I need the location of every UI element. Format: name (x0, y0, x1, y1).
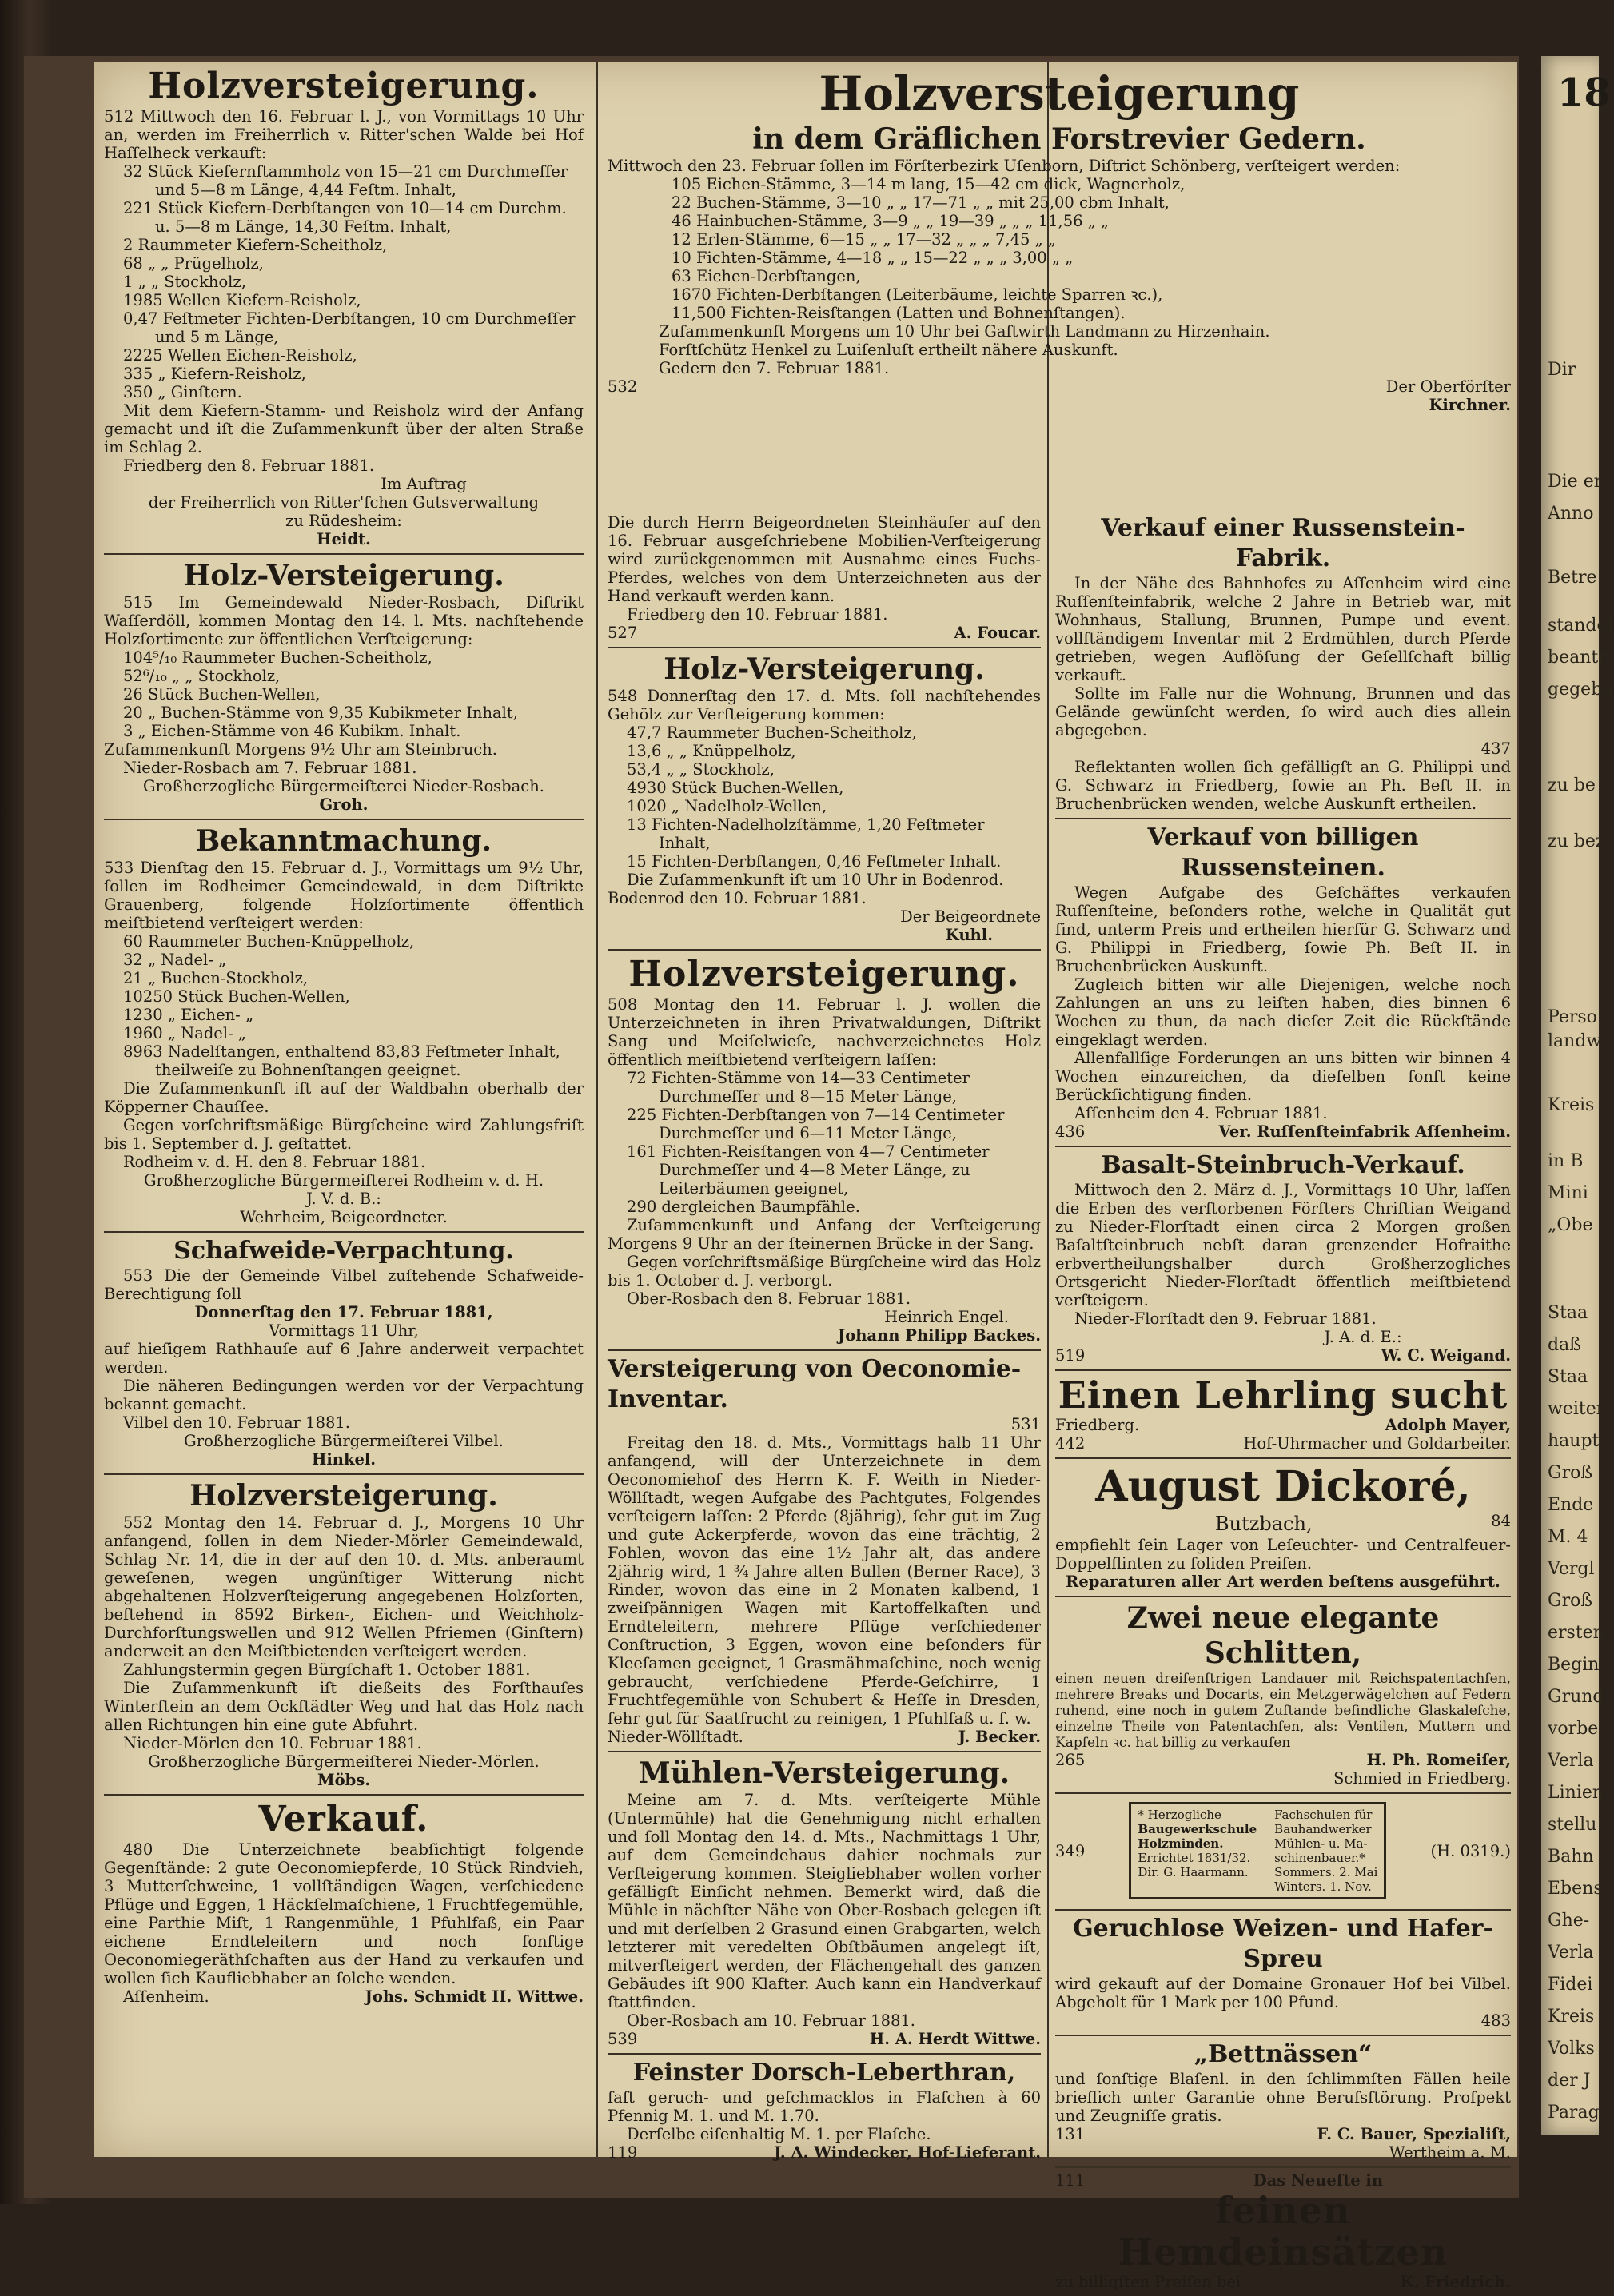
adjacent-page-fragment: standet (1548, 616, 1614, 636)
adjacent-page-fragment: daß (1548, 1335, 1581, 1355)
item-list (608, 175, 1511, 322)
framed-ad-line: * Herzogliche (1138, 1808, 1221, 1822)
ad-holzversteigerung-ritter (104, 62, 584, 555)
ad-number: 119 (608, 2143, 638, 2162)
ad-dickore (1055, 1459, 1511, 1597)
list-item: 10 Fichten-Stämme, 4—18 „ „ 15—22 „ „ „ 3,00 „ „ (672, 249, 1074, 267)
list-item: 11,500 Fichten-Reisſtangen (Latten und Bohnenſtangen). (672, 304, 1126, 322)
ad-mobilien-zuruecknahme (608, 510, 1041, 648)
ad-number: 532 (608, 377, 638, 396)
list-item: 46 Hainbuchen-Stämme, 3—9 „ „ 19—39 „ „ „ 11,56 „ „ (672, 212, 1110, 230)
ad-title: Verkauf einer Russenstein-Fabrik. (1101, 514, 1465, 572)
ad-footer (608, 2030, 1041, 2048)
list-item: 1020 „ Nadelholz-Wellen, (627, 797, 827, 815)
list-item: 10250 Stück Buchen-Wellen, (123, 987, 350, 1006)
ad-footer (1055, 1434, 1511, 1453)
ad-number: 483 (1480, 2011, 1511, 2030)
list-item: 32 „ Nadel- „ (123, 951, 227, 969)
ad-body: 552 Montag den 14. Februar d. J., Morgens 10 Uhr anfangend, ſollen in dem Nieder-Mörler Gemeindewald, Schlag Nr. 14, die in der auf den 10. d. Mts. anberaumt geweſenen, wegen ungünſtiger Witterung nicht abgehaltenen Holzverſteigerung angegebenen Holzſorten, beſtehend in 8592 Birken-, Eichen- und Weichholz-Durchforſtungswellen und 912 Wellen Pfriemen (Ginſtern) anderweit an den Meiſtbietenden verſteigert werden. (104, 1513, 584, 1660)
adjacent-page-fragment: Verla (1548, 1943, 1594, 1963)
ad-title: Feinster Dorsch-Leberthran, (632, 2059, 1016, 2087)
ad-title: Holzversteigerung (819, 66, 1300, 121)
ad-number: 527 (608, 624, 638, 642)
list-item: 1670 Fichten-Derbſtangen (Leiterbäume, leichte Sparren ꝛc.), (672, 285, 1163, 304)
framed-ad-line: Dir. G. Haarmann. (1138, 1865, 1249, 1879)
ad-body: empfiehlt ſein Lager von Leſeuchter- und Centralfeuer-Doppelflinten zu ſoliden Preiſen. (1055, 1536, 1511, 1573)
ad-footer (1055, 1416, 1511, 1434)
ad-title: Basalt-Steinbruch-Verkauf. (1101, 1151, 1465, 1179)
list-item: 52⁶/₁₀ „ „ Stockholz, (123, 667, 281, 685)
adjacent-page-fragment: Fidei (1548, 1975, 1593, 1995)
ad-number: 519 (1055, 1346, 1086, 1365)
ad-body: Meine am 7. d. Mts. verſteigerte Mühle (Untermühle) hat die Genehmigung nicht erhalten und ſoll Montag den 14. d. Mts., Nachmittags 1 Uhr, auf dem Gemeindehaus dahier nochmals zur Verſteigerung kommen. Steigliebhaber wollen vorher gefälligſt Einſicht nehmen. Bemerkt wird, daß die Mühle in nächſter Nähe von Ober-Rosbach gelegen iſt und mit derſelben 2 Grasund einen Grabgarten, welch letzterer mit veredelten Obſtbäumen angelegt iſt, mitverſteigert werden, der Flächengehalt des ganzen Gebäudes iſt 900 Klafter. Auch kann ein Handverkauf ſtattfinden. (608, 1791, 1041, 2011)
signature: Großherzogliche Bürgermeiſterei Nieder-Rosbach. (143, 777, 544, 795)
ad-body: Reparaturen aller Art werden beſtens ausgeführt. (1066, 1573, 1500, 1591)
signature: Der Beigeordnete (900, 907, 1041, 926)
ad-body: Mittwoch den 2. März d. J., Vormittags 10 Uhr, laſſen die Erben des verſtorbenen Förſters Chriſtian Weigand zu Nieder-Florſtadt einen circa 2 Morgen großen Baſaltſteinbruch nebſt daran grenzender Hofraithe erbvertheilungshalber durch Großherzogliches Ortsgericht Nieder-Florſtadt öffentlich meiſtbietend verſteigern. (1055, 1181, 1511, 1309)
signature-name: J. Becker. (958, 1728, 1041, 1746)
ad-title: Zwei neue elegante Schlitten, (1126, 1601, 1440, 1670)
ad-bettnaessen (1055, 2036, 1511, 2168)
ad-intro: Mittwoch den 23. Februar ſollen im Förſterbezirk Uſenborn, Diſtrict Schönberg, verſteigert werden: (608, 157, 1401, 175)
ad-body: Gegen vorſchriftsmäßige Bürgſcheine wird Zahlungsfriſt bis 1. September d. J. geſtattet. (104, 1116, 584, 1153)
ad-date: Bodenrod den 10. Februar 1881. (608, 889, 867, 907)
adjacent-page-fragment: landw (1548, 1031, 1602, 1051)
adjacent-page-fragment: Ghe- (1548, 1911, 1590, 1931)
ad-holzversteigerung-gedern (608, 62, 1511, 419)
list-item: 53,4 „ „ Stockholz, (627, 760, 775, 779)
signature-name: Adolph Mayer, (1385, 1416, 1511, 1434)
ad-body: Freitag den 18. d. Mts., Vormittags halb 11 Uhr anfangend, will der Unterzeichnete in dem Oeconomiehof des Herrn K. F. Weith in Nieder-Wöllſtadt, wegen Aufgabe des Pachtgutes, Folgendes verſteigern laſſen: 2 Pferde (8jährig), ſehr gut im Zug und gute Ackerpferde, wovon das eine trächtig, 2 Fohlen, wovon das eine 1½ Jahr alt, das andere 2jährig wird, 1 ¾ Jahre alten Bullen (Berner Race), 3 Rinder, wovon das eine in 2 Monaten kalbend, 1 zweiſpännigen Wagen mit Kartoffelkaſten und Erndteleitern, mehrere Pflüge verſchiedener Conſtruction, 3 Eggen, wovon eine beſonders für Kleeſamen geeignet, 1 Grasmähmaſchine, noch wenig gebraucht, verſchiedene Pferde-Geſchirre, 1 Fruchtfegemühle von Schubert & Heſſe in Dresden, ſehr gut für Saatfrucht zu reinigen, 1 Pfuhlfaß u. ſ. w. (608, 1433, 1041, 1728)
list-item: 3 „ Eichen-Stämme von 46 Kubikm. Inhalt. (123, 722, 461, 740)
signature-name: W. C. Weigand. (1381, 1346, 1511, 1365)
ad-body: auf hieſigem Rathhauſe auf 6 Jahre anderweit verpachtet werden. (104, 1340, 584, 1377)
framed-ad-line: Bauhandwerker (1274, 1822, 1372, 1836)
signature-name: Wehrheim, Beigeordneter. (240, 1208, 448, 1226)
adjacent-page-edge (1541, 56, 1614, 2135)
ad-heading (608, 1354, 1041, 1415)
list-item: 290 dergleichen Baumpfähle. (627, 1198, 860, 1216)
ad-footer (1055, 1122, 1511, 1141)
list-item: 105 Eichen-Stämme, 3—14 m lang, 15—42 cm dick, Wagnerholz, (672, 175, 1186, 193)
ad-title: August Dickoré, (1095, 1462, 1471, 1511)
ad-place-row (1055, 1512, 1511, 1536)
ad-baugewerkschule (1055, 1794, 1511, 1911)
adjacent-page-fragment: Groß (1548, 1463, 1593, 1483)
ad-body: Mit dem Kiefern-Stamm- und Reisholz wird der Anfang gemacht und iſt die Zuſammenkunft über der alten Straße im Schlag 2. (104, 401, 584, 456)
ad-title: Holzversteigerung. (189, 1479, 498, 1513)
ad-date: Vilbel den 10. Februar 1881. (123, 1413, 350, 1432)
ad-holz-versteigerung-bodenrod (608, 648, 1041, 951)
signature-name: H. A. Herdt Wittwe. (869, 2030, 1041, 2048)
ad-title: Einen Lehrling sucht (1058, 1373, 1508, 1417)
adjacent-page-fragment: Die er (1548, 472, 1603, 492)
signature: Im Auftrag (381, 475, 467, 493)
column-rule (596, 62, 598, 2157)
framed-ad-line: Holzminden. (1138, 1836, 1224, 1851)
list-item: 68 „ „ Prügelholz, (123, 254, 264, 273)
ad-when: Donnerſtag den 17. Februar 1881, (194, 1303, 493, 1321)
framed-ad-line: Sommers. 2. Mai (1274, 1865, 1378, 1879)
ad-title: Mühlen-Versteigerung. (638, 1756, 1010, 1790)
ad-holzversteigerung-moerlen (104, 1475, 584, 1796)
adjacent-page-fragment: „Obe (1548, 1215, 1593, 1235)
framed-ad-line: Fachschulen für (1274, 1808, 1373, 1822)
ad-title: „Bettnässen“ (1194, 2040, 1373, 2068)
top-banner (608, 62, 1511, 419)
signature-name: H. Ph. Romeiſer, (1366, 1751, 1511, 1769)
ad-place: Butzbach, (1215, 1513, 1313, 1535)
ad-lehrling (1055, 1371, 1511, 1459)
ad-holz-versteigerung-rosbach (104, 555, 584, 820)
ad-date: Ober-Rosbach am 10. Februar 1881. (627, 2011, 915, 2030)
list-item: 47,7 Raummeter Buchen-Scheitholz, (627, 723, 917, 742)
adjacent-page-fragment: in B (1548, 1151, 1584, 1171)
ad-body: Zuſammenkunft Morgens 9½ Uhr am Steinbruch. (104, 740, 497, 759)
list-item: 60 Raummeter Buchen-Knüppelholz, (123, 932, 415, 951)
adjacent-page-fragment: zu be (1548, 775, 1596, 795)
adjacent-page-fragment: Volks (1548, 2039, 1595, 2059)
ad-title: Holz-Versteigerung. (664, 652, 985, 686)
ad-body: Zuſammenkunft Morgens um 10 Uhr bei Gaſtwirth Landmann zu Hirzenhain. (659, 322, 1270, 341)
signature-role: Schmied in Friedberg. (1333, 1769, 1511, 1788)
ad-number: 442 (1055, 1434, 1086, 1453)
ad-date: Nieder-Florſtadt den 9. Februar 1881. (1074, 1309, 1377, 1328)
adjacent-page-fragment: weiter (1548, 1399, 1605, 1419)
signature: J. A. d. E.: (1324, 1328, 1402, 1346)
ad-title: feinen Hemdeinsätzen (1118, 2189, 1449, 2274)
signature-name: Johs. Schmidt II. Wittwe. (365, 1987, 584, 2006)
adjacent-page-fragment: Vergl (1548, 1559, 1595, 1579)
column-3 (1055, 510, 1511, 2296)
signature-name: J. A. Windecker, Hof-Lieferant. (774, 2143, 1041, 2162)
ad-body: Zuſammenkunft und Anfang der Verſteigerung Morgens 9 Uhr an der ſteinernen Brücke in der Sang. (608, 1216, 1041, 1253)
ad-title: Holzversteigerung. (628, 954, 1020, 995)
list-item: 21 „ Buchen-Stockholz, (123, 969, 309, 987)
list-item: 335 „ Kiefern-Reisholz, (123, 365, 306, 383)
signature-name: Johann Philipp Backes. (838, 1326, 1041, 1345)
adjacent-page-fragment: Groß (1548, 1591, 1593, 1611)
ad-footer (608, 1728, 1041, 1746)
framed-ad-line: schinenbauer.* (1274, 1851, 1365, 1865)
ad-date: Friedberg den 8. Februar 1881. (123, 456, 375, 475)
ad-place: Friedberg. (1055, 1416, 1140, 1434)
list-item: 26 Stück Buchen-Wellen, (123, 685, 321, 704)
ad-body: Allenfallſige Forderungen an uns bitten wir binnen 4 Wochen einzureichen, da dieſelben ſonſt keine Berückſichtigung finden. (1055, 1049, 1511, 1104)
signature: J. V. d. B.: (306, 1190, 381, 1208)
adjacent-page-fragment: Grund (1548, 1687, 1604, 1707)
ad-title: Geruchlose Weizen- und Hafer-Spreu (1073, 1915, 1493, 1973)
adjacent-page-fragment: M. 4 (1548, 1527, 1588, 1547)
ad-body: und ſonſtige Blaſenl. in den ſchlimmſten Fällen heile brieflich unter Garantie ohne Berufsſtörung. Proſpekt und Zeugniſſe gratis. (1055, 2070, 1511, 2125)
adjacent-page-fragment: Anno (1548, 504, 1594, 524)
signature-name: Kuhl. (945, 926, 993, 944)
ad-body: Reflektanten wollen ſich gefälligſt an G. Philippi und G. Schwarz in Friedberg, ſowie an Ph. Beſt II. in Bruchenbrücken wenden, welche Auskunft ertheilen. (1055, 758, 1511, 813)
ad-body: Gegen vorſchriftsmäßige Bürgſcheine wird das Holz bis 1. October d. J. verborgt. (608, 1253, 1041, 1290)
framed-ad-right (1274, 1808, 1377, 1894)
list-item: 13 Fichten-Nadelholzſtämme, 1,20 Feſtmeter Inhalt, (627, 815, 985, 852)
ad-title: Schafweide-Verpachtung. (173, 1237, 514, 1265)
list-item: 8963 Nadelſtangen, enthaltend 83,83 Feſtmeter Inhalt, theilweiſe zu Bohnenſtangen geeignet. (123, 1042, 560, 1079)
adjacent-page-fragment: haupt (1548, 1431, 1600, 1451)
signature: zu Rüdesheim: (285, 512, 402, 530)
ad-intro: 515 Im Gemeindewald Nieder-Rosbach, Diſtrikt Waſſerdöll, kommen Montag den 14. l. Mts. nachſtehende Holzſortimente zur öffentlichen Verſteigerung: (104, 593, 584, 648)
ad-number: 265 (1055, 1751, 1086, 1769)
ad-date: Nieder-Rosbach am 7. Februar 1881. (123, 759, 417, 777)
ad-body: zu billigſten Preiſen bei (1055, 2273, 1241, 2291)
framed-ad-line: Mühlen- u. Ma- (1274, 1836, 1368, 1851)
item-list (104, 162, 584, 401)
ad-footer (1055, 1346, 1511, 1365)
ad-body: einen neuen dreifenſtrigen Landauer mit Reichspatentachſen, mehrere Breaks und Docarts, ein Metzgerwägelchen auf Federn ruhend, eine noch in gutem Zuſtande befindliche Glaskaleſche, einzelne Theile von Patentachſen, als: Ventilen, Muttern und Kapſeln ꝛc. hat billig zu verkaufen (1055, 1671, 1511, 1751)
ad-subtitle: in dem Gräflichen Forstrevier Gedern. (752, 122, 1366, 156)
ad-body: Die Zuſammenkunft iſt auf der Waldbahn oberhalb der Köpperner Chauſſee. (104, 1079, 584, 1116)
ad-date: Friedberg den 10. Februar 1881. (627, 605, 888, 624)
ad-when: Vormittags 11 Uhr, (269, 1321, 419, 1340)
ad-place: Nieder-Wöllſtadt. (608, 1728, 743, 1746)
signature-name: Kirchner. (1429, 396, 1511, 414)
ad-dorsch-leberthran (608, 2055, 1041, 2166)
signature: Großherzogliche Bürgermeiſterei Nieder-Mörlen. (148, 1752, 540, 1771)
framed-ad (1129, 1802, 1386, 1899)
list-item: 1960 „ Nadel- „ (123, 1024, 246, 1042)
ad-verkauf-assenheim (104, 1796, 584, 2011)
list-item: 0,47 Feſtmeter Fichten-Derbſtangen, 10 cm Durchmeſſer und 5 m Länge, (123, 309, 576, 346)
list-item: 1985 Wellen Kiefern-Reisholz, (123, 291, 361, 309)
list-item: 13,6 „ „ Knüppelholz, (627, 742, 796, 760)
ad-reference: (H. 0319.) (1430, 1841, 1511, 1860)
adjacent-page-fragment: Mini (1548, 1183, 1588, 1203)
ad-body: Die näheren Bedingungen werden vor der Verpachtung bekannt gemacht. (104, 1377, 584, 1413)
ad-schafweide-verpachtung (104, 1233, 584, 1475)
newspaper-page (94, 62, 1517, 2291)
ad-date: Nieder-Mörlen den 10. Februar 1881. (123, 1734, 422, 1752)
ad-body: Zugleich bitten wir alle Diejenigen, welche noch Zahlungen an uns zu leiſten haben, dies binnen 6 Wochen zu thun, da nach dieſer Zeit die Rückſtände eingeklagt werden. (1055, 975, 1511, 1049)
ad-footer (608, 2143, 1041, 2162)
ad-bekanntmachung-rodheim (104, 820, 584, 1233)
adjacent-page-fragment: ersten (1548, 1623, 1604, 1643)
signature-name: Heidt. (317, 530, 371, 548)
signature: der Freiherrlich von Ritter'ſchen Gutsverwaltung (148, 493, 540, 512)
ad-number: 111 (1055, 2171, 1086, 2190)
signature-name: Heinrich Engel. (884, 1308, 1009, 1326)
list-item: 1230 „ Eichen- „ (123, 1006, 254, 1024)
ad-russenstein-fabrik (1055, 510, 1511, 819)
ad-number: 349 (1055, 1841, 1086, 1860)
ad-date: Rodheim v. d. H. den 8. Februar 1881. (123, 1153, 426, 1171)
ad-row (1055, 1797, 1511, 1904)
list-item: 161 Fichten-Reisſtangen von 4—7 Centimeter Durchmeſſer und 4—8 Meter Länge, zu Leiterbäumen geeignet, (627, 1142, 990, 1198)
column-1 (104, 62, 584, 2011)
ad-footer (104, 1987, 584, 2006)
signature-role: Hof-Uhrmacher und Goldarbeiter. (1243, 1434, 1511, 1453)
adjacent-page-fragment: zu bez (1548, 831, 1605, 851)
ad-oeconomie-inventar (608, 1351, 1041, 1752)
list-item: 350 „ Ginſtern. (123, 383, 242, 401)
adjacent-page-fragment: Staa (1548, 1367, 1588, 1387)
adjacent-page-fragment: Linien (1548, 1783, 1604, 1803)
adjacent-page-fragment: Bahn (1548, 1847, 1594, 1867)
adjacent-page-fragment: Ebens (1548, 1879, 1603, 1899)
ad-spreu (1055, 1911, 1511, 2036)
ad-footer (608, 624, 1041, 642)
ad-title: Versteigerung von Oeconomie-Inventar. (608, 1355, 1022, 1413)
ad-body: wird gekauft auf der Domaine Gronauer Hof bei Vilbel. Abgeholt für 1 Mark per 100 Pfund. (1055, 1975, 1511, 2011)
ad-body: faſt geruch- und geſchmacklos in Flaſchen à 60 Pfennig M. 1. und M. 1.70. (608, 2088, 1041, 2125)
ad-intro: 548 Donnerſtag den 17. d. Mts. ſoll nachſtehendes Gehölz zur Verſteigerung kommen: (608, 687, 1041, 723)
ad-title: Holzversteigerung. (148, 66, 540, 106)
adjacent-page-number: 18 (1557, 70, 1611, 115)
framed-ad-line: Winters. 1. Nov. (1274, 1879, 1372, 1894)
list-item: 104⁵/₁₀ Raummeter Buchen-Scheitholz, (123, 648, 432, 667)
list-item: 22 Buchen-Stämme, 3—10 „ „ 17—71 „ „ mit 25,00 cbm Inhalt, (672, 193, 1170, 212)
framed-ad-left (1138, 1808, 1257, 1894)
ad-basalt-steinbruch (1055, 1147, 1511, 1371)
ad-footer (1055, 1751, 1511, 1769)
ad-holzversteigerung-rosbach-privat (608, 951, 1041, 1351)
ad-intro: 553 Die der Gemeinde Vilbel zuſtehende Schafweide-Berechtigung ſoll (104, 1266, 584, 1303)
signature: Großherzogliche Bürgermeiſterei Rodheim v. d. H. (143, 1171, 544, 1190)
ad-body: Derſelbe eiſenhaltig M. 1. per Flaſche. (627, 2125, 931, 2143)
ad-body: 480 Die Unterzeichnete beabſichtigt folgende Gegenſtände: 2 gute Oeconomiepferde, 10 Stück Rindvieh, 3 Mutterſchweine, 1 vollſtändigen Wagen, verſchiedene Pflüge und Eggen, 1 Häckſelmaſchiene, 1 Fruchtfegemühle, eine Parthie Miſt, 1 Rangenmühle, 1 Pfuhlfaß, ein Paar eichene Erndteleitern und noch ſonſtige Oeconomiegeräthſchaften aus der Hand zu verkaufen und wollen ſich Kaufliebhaber an ſolche wenden. (104, 1840, 584, 1987)
signature-place: Wertheim a. M. (1389, 2143, 1511, 2162)
signature-name: F. C. Bauer, Spezialiſt, (1317, 2125, 1511, 2143)
adjacent-page-fragment: stellu (1548, 1815, 1597, 1835)
ad-intro: 512 Mittwoch den 16. Februar l. J., von Vormittags 10 Uhr an, werden im Freiherrlich v. Ritter'schen Walde bei Hof Haſſelheck verkauft: (104, 107, 584, 162)
signature-name: K. Friedrich. (1400, 2273, 1511, 2291)
list-item: 63 Eichen-Derbſtangen, (672, 267, 861, 285)
signature-name: Möbs. (317, 1771, 370, 1789)
adjacent-page-fragment: gegebe (1548, 680, 1613, 700)
adjacent-page-fragment: beantr (1548, 648, 1607, 668)
ad-footer (608, 377, 1511, 396)
ad-date: Aſſenheim den 4. Februar 1881. (1074, 1104, 1328, 1122)
signature: Der Oberförſter (1385, 377, 1511, 396)
adjacent-page-fragment: Verla (1548, 1751, 1594, 1771)
list-item: 15 Fichten-Derbſtangen, 0,46 Feſtmeter Inhalt. (627, 852, 1002, 871)
ad-muehlen-versteigerung (608, 1752, 1041, 2055)
adjacent-page-fragment: Begin (1548, 1655, 1600, 1675)
signature-name: Ver. Ruſſenſteinfabrik Aſſenheim. (1218, 1122, 1511, 1141)
ad-intro: 533 Dienſtag den 15. Februar d. J., Vormittags um 9½ Uhr, ſollen im Rodheimer Gemeindewald, in dem Diſtrikte Grauenberg, folgende Holzſortimente öffentlich meiſtbietend verſteigert werden: (104, 859, 584, 932)
list-item: 12 Erlen-Stämme, 6—15 „ „ 17—32 „ „ „ 7,45 „ „ (672, 230, 1056, 249)
ad-billige-russensteine (1055, 819, 1511, 1147)
framed-ad-line: Baugewerkschule (1138, 1822, 1257, 1836)
ad-body: Die Zuſammenkunft iſt dießeits des Forſthauſes Winterſtein an dem Ockſtädter Weg und hat das Holz nach allen Richtungen hin eine gute Abfuhrt. (104, 1679, 584, 1734)
ad-body: Wegen Aufgabe des Geſchäftes verkaufen Ruſſenſteine, beſonders rothe, welche in Qualität gut ſind, unterm Preis und ertheilen hierfür G. Schwarz und G. Philippi in Friedberg, ſowie Ph. Beſt II. in Bruchenbrücken Auskunft. (1055, 883, 1511, 975)
ad-heading-row (1055, 2171, 1511, 2190)
ad-body: Forſtſchütz Henkel zu Luiſenluſt ertheilt nähere Auskunft. (659, 341, 1118, 359)
ad-hemdeinsaetze (1055, 2168, 1511, 2296)
ad-body: Sollte im Falle nur die Wohnung, Brunnen und das Gelände gewünſcht werden, ſo wird auch dies allein abgegeben. (1055, 684, 1511, 739)
ad-number: 84 (1491, 1512, 1511, 1530)
signature-name: Hinkel. (311, 1450, 377, 1469)
ad-intro: 508 Montag den 14. Februar l. J. wollen die Unterzeichneten in ihren Privatwaldungen, Diſtrikt Sang und Meiſelwieſe, nachverzeichnetes Holz öffentlich meiſtbietend verſteigern laſſen: (608, 995, 1041, 1069)
ad-title: Holz-Versteigerung. (183, 559, 504, 592)
adjacent-page-fragment: Perso (1548, 1007, 1597, 1027)
adjacent-page-fragment: Ende (1548, 1495, 1594, 1515)
list-item: 32 Stück Kiefernſtammholz von 15—21 cm Durchmeſſer und 5—8 m Länge, 4,44 Feſtm. Inhalt, (123, 162, 568, 199)
ad-title: Verkauf. (258, 1799, 429, 1840)
adjacent-page-fragment: Dir (1548, 360, 1576, 380)
ad-footer (1055, 2125, 1511, 2143)
ad-place: Aſſenheim. (123, 1987, 209, 2006)
ad-number: 531 (1010, 1415, 1041, 1433)
adjacent-page-fragment: Kreis (1548, 1095, 1595, 1115)
ad-kicker: Das Neueſte in (1253, 2171, 1383, 2190)
ad-body: Zahlungstermin gegen Bürgſchaft 1. October 1881. (123, 1660, 531, 1679)
ad-footer (1055, 2273, 1511, 2291)
adjacent-page-fragment: Betre (1548, 568, 1597, 588)
signature-name: Groh. (319, 795, 369, 814)
ad-schlitten (1055, 1597, 1511, 1794)
list-item: 2225 Wellen Eichen-Reisholz, (123, 346, 357, 365)
list-item: 4930 Stück Buchen-Wellen, (627, 779, 844, 797)
adjacent-page-fragment: Kreis (1548, 2007, 1595, 2027)
list-item: 2 Raummeter Kiefern-Scheitholz, (123, 236, 388, 254)
column-2 (608, 510, 1041, 2166)
ad-number: 437 (1480, 739, 1511, 758)
adjacent-page-fragment: vorbe (1548, 1719, 1599, 1739)
signature-name: A. Foucar. (954, 624, 1041, 642)
ad-body: In der Nähe des Bahnhofes zu Aſſenheim wird eine Ruſſenſteinfabrik, welche 2 Jahre in Betrieb war, mit Wohnhaus, Stallung, Brunnen, Pumpe und event. vollſtändigem Inventar mit 2 Erdmühlen, durch Pferde getrieben, wegen Auflöſung der Geſellſchaft billig verkauft. (1055, 574, 1511, 684)
ad-number: 539 (608, 2030, 638, 2048)
ad-date: Ober-Rosbach den 8. Februar 1881. (627, 1290, 911, 1308)
ad-body: Die Zuſammenkunft iſt um 10 Uhr in Bodenrod. (627, 871, 1004, 889)
adjacent-page-fragment: Staa (1548, 1303, 1588, 1323)
ad-date: Gedern den 7. Februar 1881. (659, 359, 890, 377)
list-item: 1 „ „ Stockholz, (123, 273, 246, 291)
list-item: 225 Fichten-Derbſtangen von 7—14 Centimeter Durchmeſſer und 6—11 Meter Länge, (627, 1106, 1005, 1142)
list-item: 20 „ Buchen-Stämme von 9,35 Kubikmeter Inhalt, (123, 704, 518, 722)
list-item: 72 Fichten-Stämme von 14—33 Centimeter Durchmeſſer und 8—15 Meter Länge, (627, 1069, 970, 1106)
adjacent-page-fragment: der J (1548, 2071, 1591, 2091)
ad-number: 436 (1055, 1122, 1086, 1141)
framed-ad-line: Errichtet 1831/32. (1138, 1851, 1251, 1865)
list-item: 221 Stück Kiefern-Derbſtangen von 10—14 cm Durchm. u. 5—8 m Länge, 14,30 Feſtm. Inhalt, (123, 199, 567, 236)
ad-title: Bekanntmachung. (195, 824, 492, 858)
ad-title: Verkauf von billigen Russensteinen. (1147, 823, 1419, 882)
signature: Großherzogliche Bürgermeiſterei Vilbel. (184, 1432, 504, 1450)
adjacent-page-fragment: Parag (1548, 2103, 1600, 2123)
ad-body: Die durch Herrn Beigeordneten Steinhäuſer auf den 16. Februar ausgeſchriebene Mobilien-Verſteigerung wird zurückgenommen mit Ausnahme eines Fuchs-Pferdes, welches von dem Unterzeichneten aus der Hand verkauft werden kann. (608, 513, 1041, 605)
ad-number: 131 (1055, 2125, 1086, 2143)
